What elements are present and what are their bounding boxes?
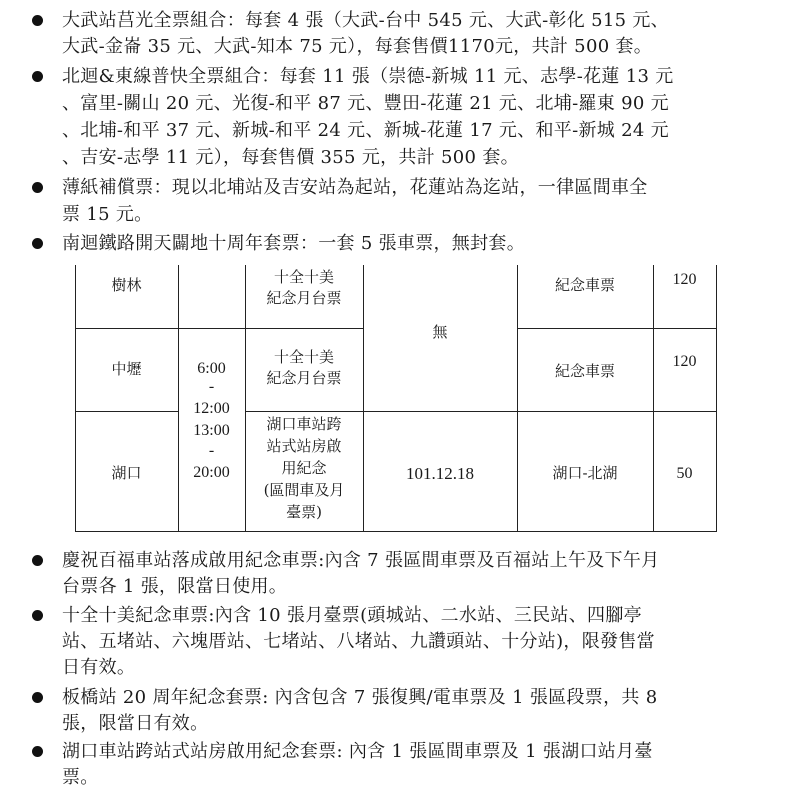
text-line: 大武站莒光全票組合：每套 4 張（大武-台中 545 元、大武-彰化 515 元、 <box>62 10 669 31</box>
text-line: 站、五堵站、六塊厝站、七堵站、八堵站、九讚頭站、十分站)，限發售當 <box>62 631 655 652</box>
station-cell: 湖口 <box>111 464 142 482</box>
table-rule <box>75 411 179 412</box>
text-line: 票。 <box>62 767 99 788</box>
text-line: 票 15 元。 <box>62 204 153 225</box>
hours-line: 13:00 <box>193 422 230 439</box>
table-rule <box>517 265 518 532</box>
table-rule <box>653 265 654 532</box>
text-line: 板橋站 20 周年紀念套票: 內含包含 7 張復興/電車票及 1 張區段票，共 8 <box>62 687 658 708</box>
ticket-name-line: 十全十美 <box>273 268 334 286</box>
ticket-name-line: 用紀念 <box>281 459 327 477</box>
bullet-icon <box>32 692 43 703</box>
ticket-name-line: 十全十美 <box>273 348 334 366</box>
table-rule <box>716 265 717 532</box>
bullet-icon <box>32 71 43 82</box>
ticket-name-line: 站式站房啟 <box>266 437 342 455</box>
table-rule <box>75 265 76 532</box>
ticket-name-line: 紀念月台票 <box>266 289 342 307</box>
table-rule <box>178 265 179 532</box>
none-cell: 無 <box>432 323 448 341</box>
bullet-icon <box>32 610 43 621</box>
text-line: 薄紙補償票：現以北埔站及吉安站為起站，花蓮站為迄站，一律區間車全 <box>62 177 648 198</box>
station-cell: 樹林 <box>111 276 142 294</box>
text-line: 張，限當日有效。 <box>62 713 209 734</box>
bullet-icon <box>32 15 43 26</box>
category-cell: 湖口-北湖 <box>552 464 618 482</box>
bullet-icon <box>32 182 43 193</box>
hours-line: 6:00 <box>197 360 226 377</box>
bullet-icon <box>32 746 43 757</box>
table-rule <box>517 328 717 329</box>
text-line: 南迴鐵路開天闢地十周年套票：一套 5 張車票，無封套。 <box>62 233 525 254</box>
price-cell: 120 <box>672 271 697 288</box>
price-cell: 50 <box>676 465 693 482</box>
bullet-icon <box>32 555 43 566</box>
category-cell: 紀念車票 <box>554 362 615 380</box>
hours-line: 20:00 <box>193 464 230 481</box>
table-rule <box>245 328 364 329</box>
category-cell: 紀念車票 <box>554 276 615 294</box>
hours-line: 12:00 <box>193 400 230 417</box>
station-cell: 中壢 <box>111 360 142 378</box>
table-rule <box>75 328 246 329</box>
hours-line: - <box>208 378 215 395</box>
text-line: 湖口車站跨站式站房啟用紀念套票: 內含 1 張區間車票及 1 張湖口站月臺 <box>62 741 653 762</box>
text-line: 慶祝百福車站落成啟用紀念車票:內含 7 張區間車票及百福站上午及下午月 <box>62 550 660 571</box>
date-cell: 101.12.18 <box>406 464 474 483</box>
text-line: 北迴&東線普快全票組合：每套 11 張（崇德-新城 11 元、志學-花蓮 13 元 <box>62 66 674 87</box>
text-line: 日有效。 <box>62 657 136 678</box>
text-line: 、富里-關山 20 元、光復-和平 87 元、豐田-花蓮 21 元、北埔-羅東 90 元 <box>62 93 669 114</box>
ticket-name-line: 湖口車站跨 <box>266 415 342 433</box>
ticket-name-line: (區間車及月 <box>263 481 345 499</box>
text-line: 、吉安-志學 11 元），每套售價 355 元，共計 500 套。 <box>62 147 519 168</box>
text-line: 大武-金崙 35 元、大武-知本 75 元），每套售價1170元，共計 500 套。 <box>62 36 653 57</box>
hours-line: - <box>208 442 215 459</box>
text-line: 、北埔-和平 37 元、新城-和平 24 元、新城-花蓮 17 元、和平-新城 24 元 <box>62 120 669 141</box>
table-rule <box>245 265 246 532</box>
bullet-icon <box>32 238 43 249</box>
text-line: 十全十美紀念車票:內含 10 張月臺票(頭城站、二水站、三民站、四腳亭 <box>62 605 642 626</box>
price-cell: 120 <box>672 353 697 370</box>
table-rule <box>245 411 717 412</box>
text-line: 台票各 1 張，限當日使用。 <box>62 576 288 597</box>
ticket-name-line: 臺票) <box>286 503 322 521</box>
table-rule <box>363 265 364 532</box>
table-rule <box>75 531 717 532</box>
ticket-name-line: 紀念月台票 <box>266 369 342 387</box>
